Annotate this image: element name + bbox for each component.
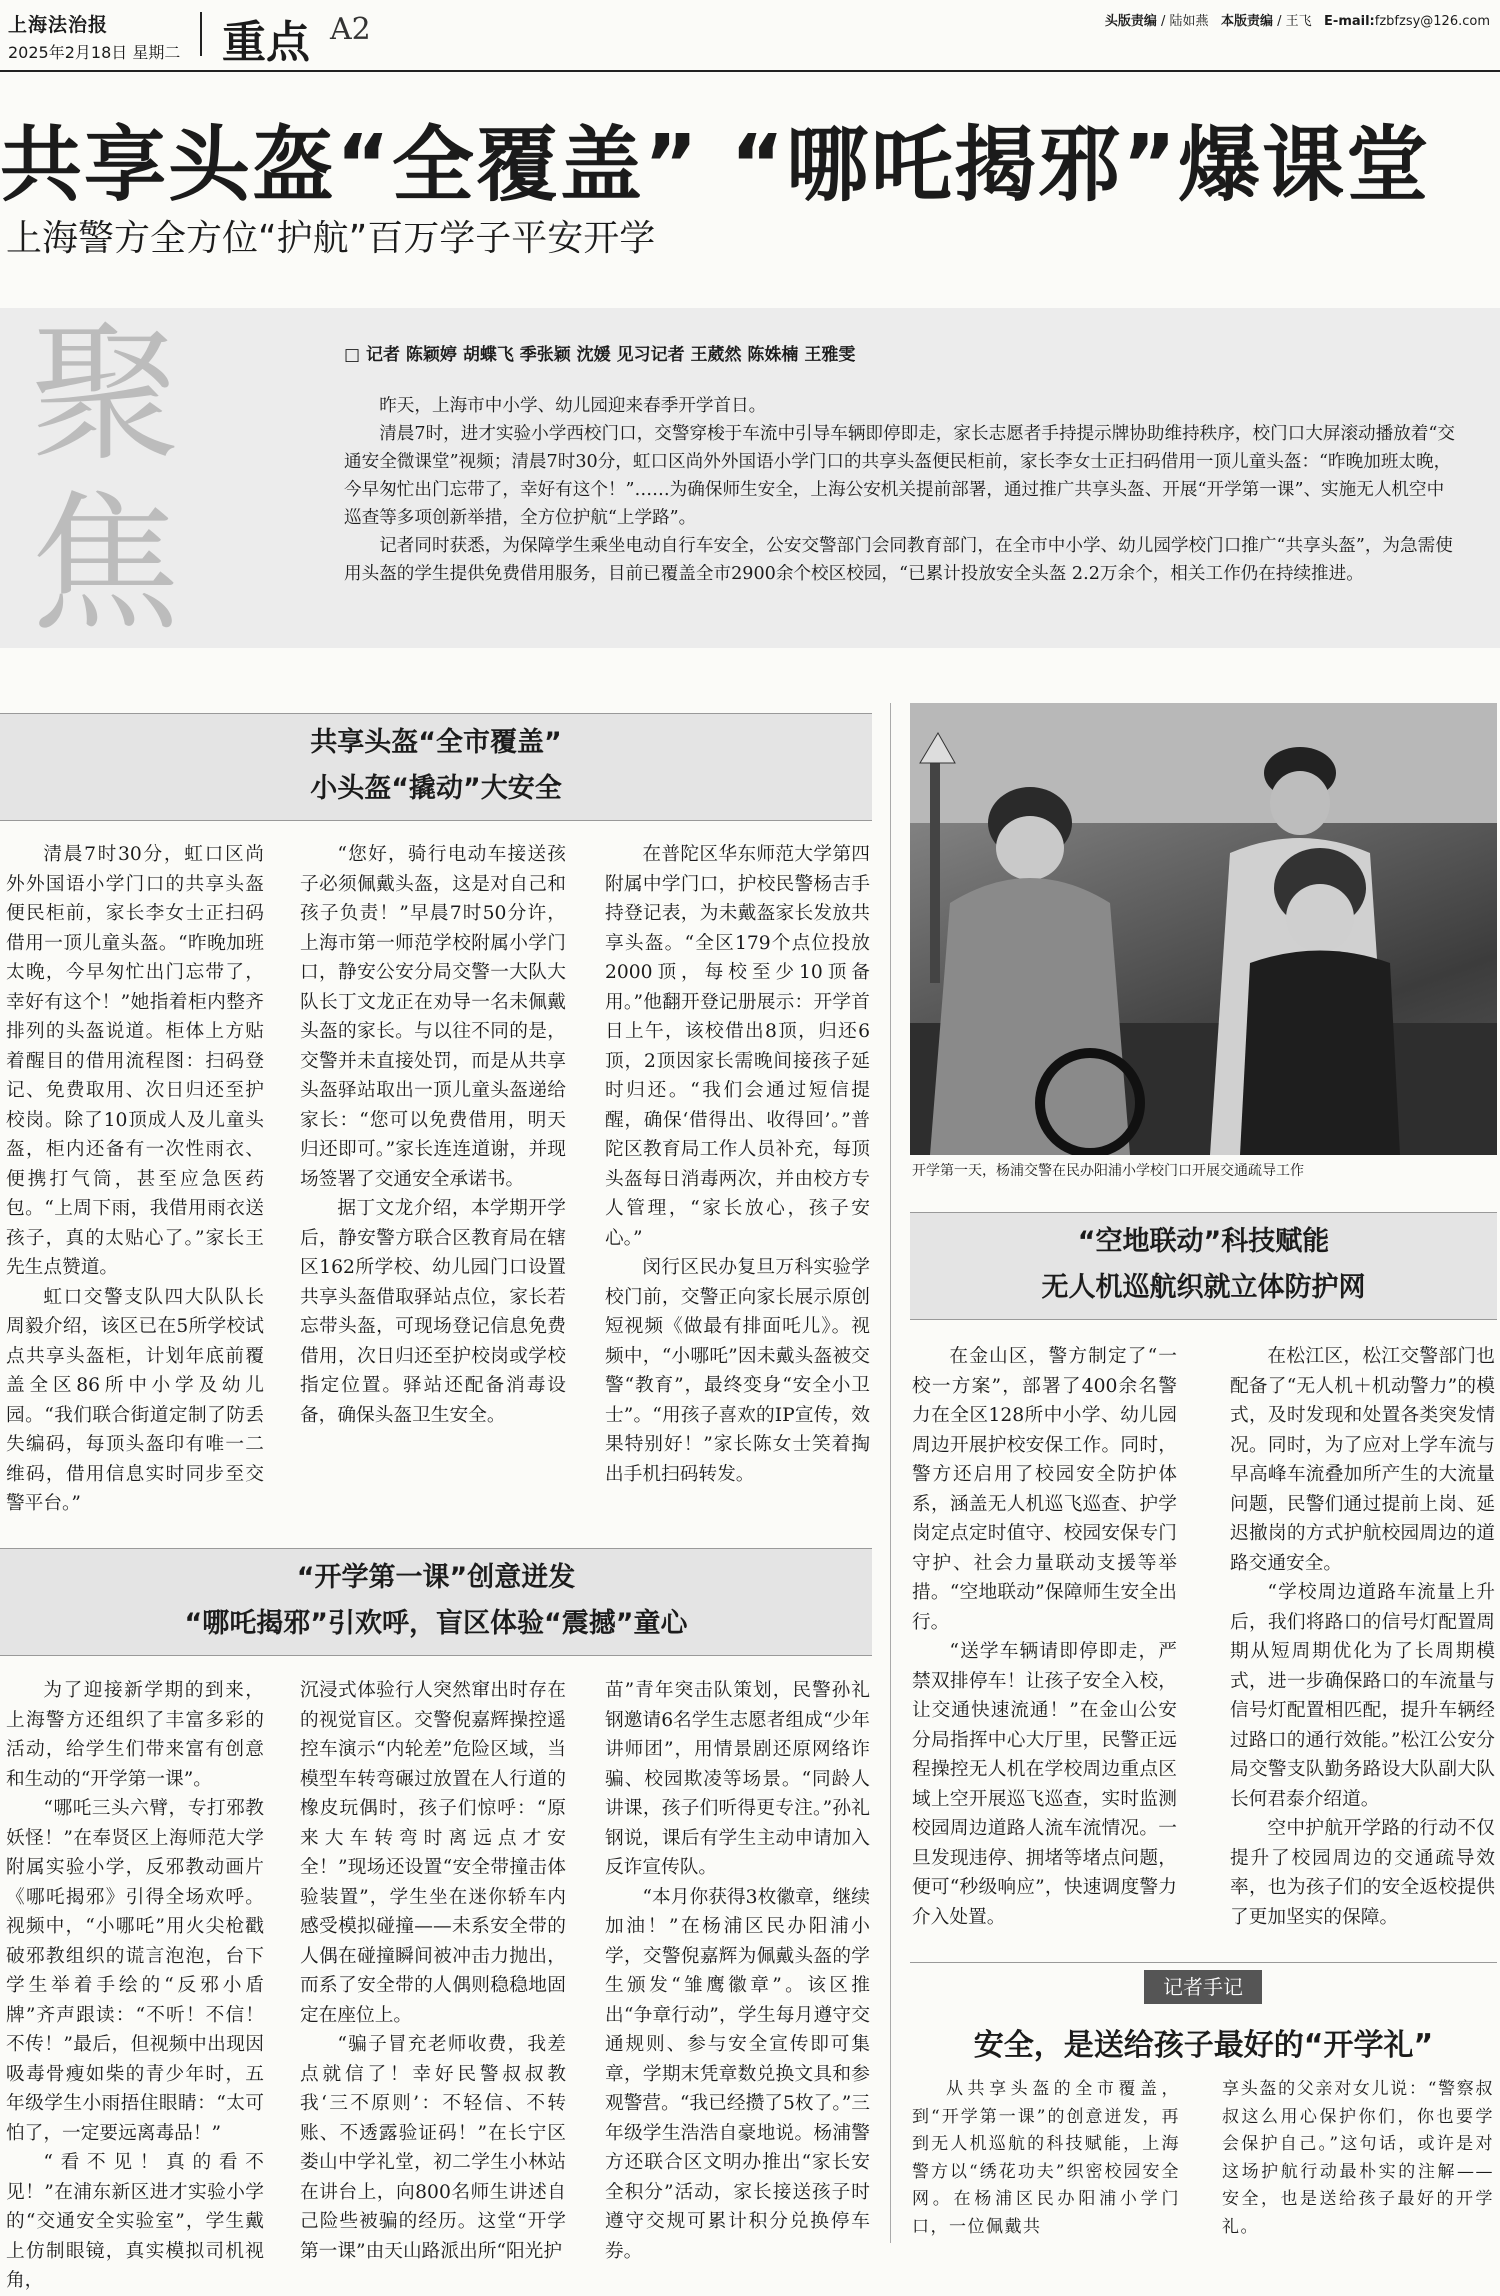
editors-line: 头版责编 / 陆如燕 本版责编 / 王飞 E-mail:fzbfzsy@126.com	[1104, 14, 1490, 29]
news-photo	[910, 703, 1497, 1155]
paragraph: 从共享头盔的全市覆盖，到“开学第一课”的创意迸发，再到无人机巡航的科技赋能，上海警方以“绣花功夫”织密校园安全网。在杨浦区民办阳浦小学门口，一位佩戴共	[912, 2079, 1180, 2237]
paragraph: “您好，骑行电动车接送孩子必须佩戴头盔，这是对自己和孩子负责！”早晨7时50分许，上海市第一师范学校附属小学门口，静安公安分局交警一大队大队长丁文龙正在劝导一名未佩戴头盔的家长。与以往不同的是，交警并未直接处罚，而是从共享头盔驿站取出一顶儿童头盔递给家长：“您可以免费借用，明天归还即可。”家长连连道谢，并现场签署了交通安全承诺书。	[300, 844, 566, 1190]
section3-column3	[605, 1676, 870, 2266]
person-face	[996, 816, 1064, 880]
reporter-note-title: 安全，是送给孩子最好的“开学礼”	[973, 2028, 1434, 2063]
paragraph: 在普陀区华东师范大学第四附属中学门口，护校民警杨吉手持登记表，为未戴盔家长发放共享头盔。“全区179个点位投放2000顶，每校至少10顶备用。”他翻开登记册展示：开学首日上午，该校借出8顶，归还6顶，2顶因家长需晚间接孩子延时归还。“我们会通过短信提醒，确保‘借得出、收得回’。”普陀区教育局工作人员补充，每顶头盔每日消毒两次，并由校方专人管理，“家长放心，孩子安心。”	[605, 844, 870, 1249]
section1-title	[0, 713, 872, 821]
paragraph: 在金山区，警方制定了“一校一方案”，部署了400余名警力在全区128所中小学、幼儿园周边开展护校安保工作。同时，警方还启用了校园安全防护体系，涵盖无人机巡飞巡查、护学岗定点定时值守、校园安保专门守护、社会力量联动支援等举措。“空地联动”保障师生安全出行。	[912, 1346, 1177, 1633]
section2-title-line2: 无人机巡航织就立体防护网	[1041, 1272, 1366, 1303]
paragraph: “骗子冒充老师收费，我差点就信了！幸好民警叔叔教我‘三不原则’：不轻信、不转账、不透露验证码！”在长宁区娄山中学礼堂，初二学生小林站在讲台上，向800名师生讲述自己险些被骗的经历。这堂“开学第一课”由天山路派出所“阳光护	[300, 2034, 566, 2262]
header-divider	[200, 12, 202, 56]
paragraph: “送学车辆请即停即走，严禁双排停车！让孩子安全入校，让交通快速流通！”在金山公安分局指挥中心大厅里，民警正远程操控无人机在学校周边重点区域上空开展巡飞巡查，实时监测校园周边道路人流车流情况。一旦发现违停、拥堵等堵点问题，便可“秒级响应”，快速调度警力介入处置。	[912, 1641, 1177, 1928]
paragraph: 清晨7时30分，虹口区尚外外国语小学门口的共享头盔便民柜前，家长李女士正扫码借用一顶儿童头盔。“昨晚加班太晚，今早匆忙出门忘带了，幸好有这个！”她指着柜内整齐排列的头盔说道。柜体上方贴着醒目的借用流程图：扫码登记、免费取用、次日归还至护校岗。除了10顶成人及儿童头盔，柜内还备有一次性雨衣、便携打气筒，甚至应急医药包。“上周下雨，我借用雨衣送孩子，真的太贴心了。”家长王先生点赞道。	[6, 844, 264, 1278]
note-column2	[1222, 2076, 1494, 2241]
section1-title-line2: 小头盔“撬动”大安全	[310, 773, 562, 804]
email-address: fzbfzsy@126.com	[1374, 14, 1490, 29]
paragraph: “本月你获得3枚徽章，继续加油！”在杨浦区民办阳浦小学，交警倪嘉辉为佩戴头盔的学生颁发“雏鹰徽章”。该区推出“争章行动”，学生每月遵守交通规则、参与安全宣传即可集章，学期末凭章数兑换文具和参观警营。“我已经攒了5枚了。”三年级学生浩浩自豪地说。杨浦警方还联合区文明办推出“家长安全积分”活动，家长接送孩子时遵守交规可累计积分兑换停车券。	[605, 1886, 870, 2262]
photo-pole	[930, 763, 940, 983]
child-body	[1240, 951, 1400, 1156]
reporter-note-badge: 记者手记	[1144, 1970, 1262, 2004]
section2-column1	[912, 1342, 1177, 1932]
section2-title-line1: “空地联动”科技赋能	[1077, 1226, 1330, 1257]
column-divider	[890, 703, 891, 2243]
child-face	[1286, 884, 1354, 952]
photo-illustration	[910, 703, 1497, 1155]
lead-paragraph: 清晨7时，进才实验小学西校门口，交警穿梭于车流中引导车辆即停即走，家长志愿者手持提示牌协助维持秩序，校门口大屏滚动播放着“交通安全微课堂”视频；清晨7时30分，虹口区尚外外国语小学门口的共享头盔便民柜前，家长李女士正扫码借用一顶儿童头盔：“昨晚加班太晚，今早匆忙出门忘带了，幸好有这个！”……为确保师生安全，上海公安机关提前部署，通过推广共享头盔、开展“开学第一课”、实施无人机空中巡查等多项创新举措，全方位护航“上学路”。	[344, 424, 1456, 528]
paragraph: “学校周边道路车流量上升后，我们将路口的信号灯配置周期从短周期优化为了长周期模式，进一步确保路口的车流量与信号灯配置相匹配，提升车辆经过路口的通行效能。”松江公安分局交警支队勤务路设大队副大队长何君泰介绍道。	[1230, 1582, 1495, 1810]
section2-title	[910, 1212, 1497, 1320]
editor-name: 王飞	[1285, 14, 1312, 29]
paragraph: “看不见！真的看不见！”在浦东新区进才实验小学的“交通安全实验室”，学生戴上仿制眼镜，真实模拟司机视角，	[6, 2152, 264, 2291]
paragraph: 沉浸式体验行人突然窜出时存在的视觉盲区。交警倪嘉辉操控遥控车演示“内轮差”危险区域，当模型车转弯碾过放置在人行道的橡皮玩偶时，孩子们惊呼：“原来大车转弯时离远点才安全！”现场还设置“安全带撞击体验装置”，学生坐在迷你轿车内感受模拟碰撞——未系安全带的人偶在碰撞瞬间被冲击力抛出，而系了安全带的人偶则稳稳地固定在座位上。	[300, 1680, 566, 2026]
lead-paragraph: 昨天，上海市中小学、幼儿园迎来春季开学首日。	[379, 396, 767, 416]
paragraph: 在松江区，松江交警部门也配备了“无人机＋机动警力”的模式，及时发现和处置各类突发情况。同时，为了应对上学车流与早高峰车流叠加所产生的大流量问题，民警们通过提前上岗、延迟撤岗的方式护航校园周边的道路交通安全。	[1230, 1346, 1495, 1574]
section3-title-line1: “开学第一课”创意迸发	[296, 1562, 576, 1593]
header-rule	[0, 70, 1500, 72]
photo-caption: 开学第一天，杨浦交警在民办阳浦小学校门口开展交通疏导工作	[912, 1163, 1304, 1179]
officer-face	[1270, 771, 1330, 835]
section1-column3	[605, 840, 870, 1489]
paragraph: 苗”青年突击队策划，民警孙礼钢邀请6名学生志愿者组成“少年讲师团”，用情景剧还原网络诈骗、校园欺凌等场景。“同龄人讲课，孩子们听得更专注。”孙礼钢说，课后有学生主动申请加入反诈宣传队。	[605, 1680, 870, 1878]
masthead: 上海法治报	[8, 14, 109, 36]
person-body	[930, 878, 1130, 1155]
lead-text	[344, 392, 1456, 588]
section2-column2	[1230, 1342, 1495, 1932]
sub-headline: 上海警方全方位“护航”百万学子平安开学	[6, 218, 656, 259]
page-number: A2	[330, 12, 371, 47]
paragraph: 享头盔的父亲对女儿说：“警察叔叔这么用心保护你们，你也要学会保护自己。”这句话，或许是对这场护航行动最朴实的注解——安全，也是送给孩子最好的开学礼。	[1222, 2079, 1494, 2237]
section1-title-line1: 共享头盔“全市覆盖”	[310, 727, 562, 758]
section3-column2	[300, 1676, 566, 2266]
section1-column1	[6, 840, 264, 1519]
lead-paragraph: 记者同时获悉，为保障学生乘坐电动自行车安全，公安交警部门会同教育部门，在全市中小学、幼儿园学校门口推广“共享头盔”，为急需使用头盔的学生提供免费借用服务，目前已覆盖全市2900余个校区校园，“已累计投放安全头盔 2.2万余个，相关工作仍在持续推进。	[344, 536, 1453, 584]
editor-label: 头版责编	[1104, 14, 1157, 29]
note-rule	[910, 1962, 1497, 1963]
paragraph: 虹口交警支队四大队队长周毅介绍，该区已在5所学校试点共享头盔柜，计划年底前覆盖全区86所中小学及幼儿园。“我们联合街道定制了防丢失编码，每顶头盔印有唯一二维码，借用信息实时同步至交警平台。”	[6, 1286, 264, 1514]
issue-date: 2025年2月18日 星期二	[8, 43, 181, 62]
editor-name: 陆如燕	[1169, 14, 1209, 29]
focus-calligraphy: 聚焦	[30, 308, 181, 652]
section3-title	[0, 1548, 872, 1656]
paragraph: 闵行区民办复旦万科实验学校门前，交警正向家长展示原创短视频《做最有排面吒儿》。视频中，“小哪吒”因未戴头盔被交警“教育”，最终变身“安全小卫士”。“用孩子喜欢的IP宣传，效果特别好！”家长陈女士笑着掏出手机扫码转发。	[605, 1257, 870, 1485]
email-label: E-mail:	[1324, 14, 1375, 29]
byline: □ 记者 陈颖婷 胡蝶飞 季张颖 沈媛 见习记者 王葳然 陈姝楠 王雅雯	[344, 345, 856, 365]
paragraph: 为了迎接新学期的到来，上海警方还组织了丰富多彩的活动，给学生们带来富有创意和生动的“开学第一课”。	[6, 1680, 264, 1790]
section3-title-line2: “哪吒揭邪”引欢呼，盲区体验“震撼”童心	[184, 1608, 688, 1639]
section-name: 重点	[222, 17, 310, 68]
section3-column1	[6, 1676, 264, 2296]
main-headline: 共享头盔“全覆盖” “哪吒揭邪”爆课堂	[0, 118, 1431, 213]
note-column1	[912, 2076, 1180, 2241]
paragraph: 据丁文龙介绍，本学期开学后，静安警方联合区教育局在辖区162所学校、幼儿园门口设置共享头盔借取驿站点位，家长若忘带头盔，可现场登记信息免费借用，次日归还至护校岗或学校指定位置。驿站还配备消毒设备，确保头盔卫生安全。	[300, 1198, 566, 1426]
paragraph: 空中护航开学路的行动不仅提升了校园周边的交通疏导效率，也为孩子们的安全返校提供了更加坚实的保障。	[1230, 1818, 1495, 1928]
editor-label: 本版责编	[1220, 14, 1273, 29]
section1-column2	[300, 840, 566, 1430]
paragraph: “哪吒三头六臂，专打邪教妖怪！”在奉贤区上海师范大学附属实验小学，反邪教动画片《哪吒揭邪》引得全场欢呼。视频中，“小哪吒”用火尖枪戳破邪教组织的谎言泡泡，台下学生举着手绘的“反邪小盾牌”齐声跟读：“不听！不信！不传！”最后，但视频中出现因吸毒骨瘦如柴的青少年时，五年级学生小雨捂住眼睛：“太可怕了，一定要远离毒品！”	[6, 1798, 264, 2144]
